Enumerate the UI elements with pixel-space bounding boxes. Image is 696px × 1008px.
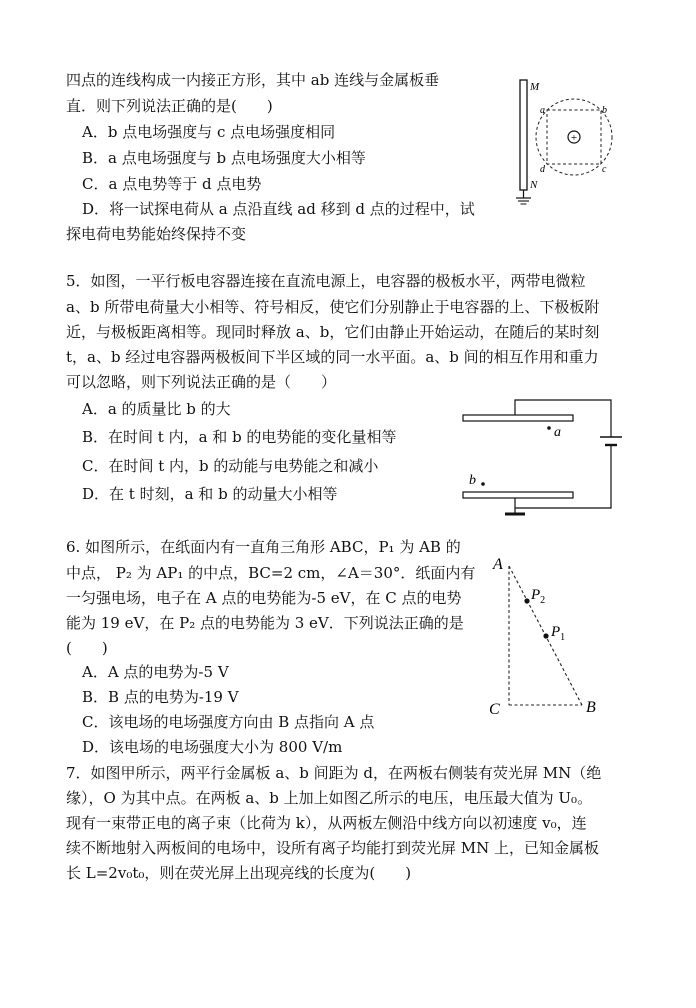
label-c: C — [489, 701, 500, 718]
q5-option-d: D．在 t 时刻，a 和 b 的动量大小相等 — [82, 485, 338, 503]
q7-text-line-1: 7．如图甲所示，两平行金属板 a、b 间距为 d，在两板右侧装有荧光屏 MN（绝 — [66, 764, 602, 782]
label-d: d — [540, 164, 545, 175]
q4-option-b: B．a 点电场强度与 b 点电场强度大小相等 — [82, 149, 366, 167]
lower-plate — [463, 492, 573, 498]
q6-text-line-4: 能为 19 eV，在 P₂ 点的电势能为 3 eV．下列说法正确的是 — [66, 614, 464, 632]
q5-option-b: B．在时间 t 内，a 和 b 的电势能的变化量相等 — [82, 428, 397, 446]
q4-option-d: D．将一试探电荷从 a 点沿直线 ad 移到 d 点的过程中，试 — [82, 200, 475, 218]
q6-text-line-1: 6. 如图所示，在纸面内有一直角三角形 ABC，P₁ 为 AB 的 — [66, 538, 461, 556]
q5-text-line-2: a、b 所带电荷量大小相等、符号相反，使它们分别静止于电容器的上、下极板附 — [66, 298, 600, 316]
q5-option-c: C．在时间 t 内，b 的动能与电势能之和减小 — [82, 457, 379, 475]
metal-plate — [520, 80, 527, 190]
q6-option-c: C．该电场的电场强度方向由 B 点指向 A 点 — [82, 713, 375, 731]
label-b: b — [469, 473, 476, 488]
label-b: b — [602, 105, 607, 116]
label-a: A — [493, 556, 503, 573]
point-p1 — [543, 633, 548, 638]
q4-option-a: A．b 点电场强度与 c 点电场强度相同 — [82, 123, 336, 141]
q7-text-line-3: 现有一束带正电的离子束（比荷为 k），从两板左侧沿中线方向以初速度 v₀，连 — [66, 814, 587, 832]
label-b: B — [586, 699, 596, 716]
q4-option-d-continued: 探电荷电势能始终保持不变 — [66, 225, 247, 243]
q5-option-a: A．a 的质量比 b 的大 — [82, 400, 231, 418]
charge-sign: + — [570, 132, 578, 144]
label-p2: $P_2$ — [531, 587, 546, 606]
q6-text-line-5: ( ) — [66, 639, 108, 657]
q6-text-line-3: 一匀强电场，电子在 A 点的电势能为-5 eV，在 C 点的电势 — [66, 589, 462, 607]
point-p2 — [524, 598, 529, 603]
q5-figure-capacitor-circuit — [455, 392, 635, 522]
label-m: M — [530, 81, 540, 93]
q5-text-line-3: 近，与极板距离相等。现同时释放 a、b，它们由静止开始运动，在随后的某时刻 — [66, 323, 600, 341]
q4-text-line-1: 四点的连线构成一内接正方形，其中 ab 连线与金属板垂 — [66, 71, 440, 89]
q6-option-d: D．该电场的电场强度大小为 800 V/m — [82, 738, 343, 756]
q5-text-line-5: 可以忽略，则下列说法正确的是（ ） — [66, 373, 337, 391]
q4-option-c: C．a 点电势等于 d 点电势 — [82, 175, 262, 193]
q6-text-line-2: 中点， P₂ 为 AP₁ 的中点，BC=2 cm，∠A＝30°．纸面内有 — [66, 564, 476, 582]
q4-figure-plate-and-charge — [500, 76, 620, 208]
particle-b — [481, 482, 485, 486]
label-c: c — [602, 164, 607, 175]
q7-text-line-4: 续不断地射入两板间的电场中，设所有离子均能打到荧光屏 MN 上，已知金属板 — [66, 839, 600, 857]
q6-option-a: A．A 点的电势为-5 V — [82, 663, 229, 681]
q5-text-line-1: 5．如图，一平行板电容器连接在直流电源上，电容器的极板水平，两带电微粒 — [66, 272, 586, 290]
q7-text-line-2: 缘），O 为其中点。在两板 a、b 上加上如图乙所示的电压，电压最大值为 U₀。 — [66, 789, 593, 807]
upper-plate — [463, 415, 573, 421]
label-n: N — [530, 179, 538, 191]
q6-option-b: B．B 点的电势为-19 V — [82, 688, 239, 706]
q5-text-line-4: t，a、b 经过电容器两极板间下半区域的同一水平面。a、b 间的相互作用和重力 — [66, 348, 599, 366]
q4-text-line-2: 直．则下列说法正确的是( ) — [66, 97, 273, 115]
label-a: a — [540, 105, 545, 116]
label-p1: $P_1$ — [551, 624, 566, 643]
label-a: a — [554, 425, 561, 440]
q7-text-line-5: 长 L=2v₀t₀，则在荧光屏上出现亮线的长度为( ) — [66, 864, 412, 882]
q6-figure-right-triangle — [485, 550, 615, 722]
particle-a — [547, 426, 551, 430]
